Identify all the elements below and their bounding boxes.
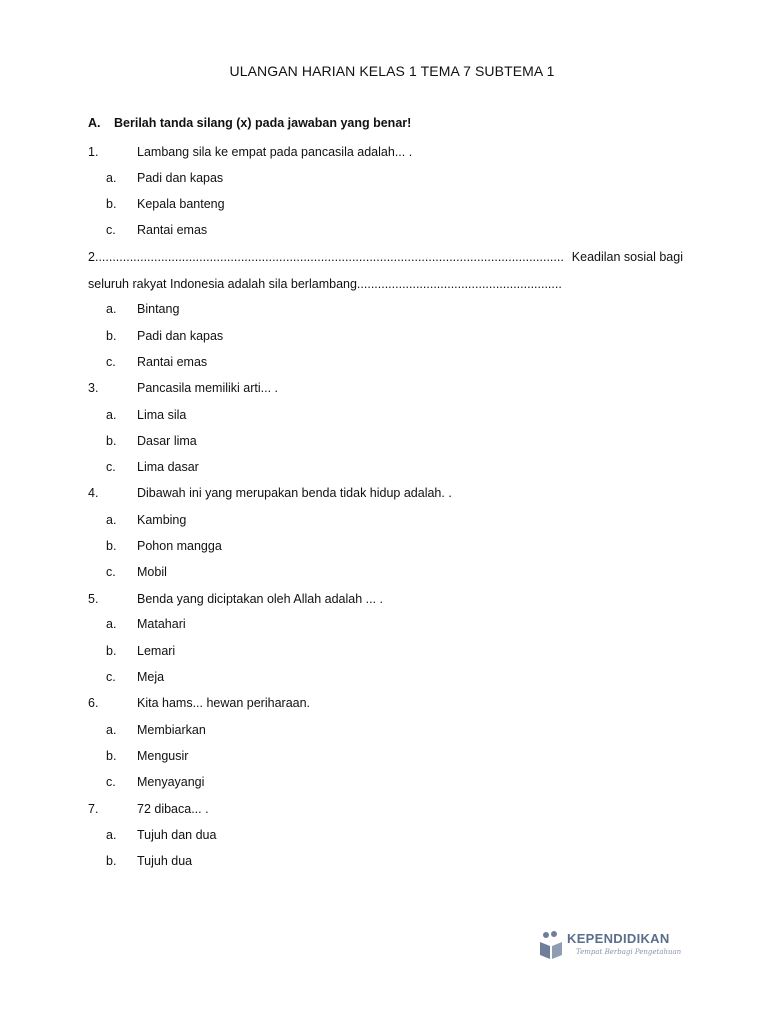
option-6a [88,721,683,739]
option-letter: b. [106,644,117,658]
option-5c [88,668,683,686]
option-text: Lima dasar [137,460,199,474]
option-3c [88,458,683,476]
option-text: Padi dan kapas [137,171,224,185]
option-6b [88,747,683,765]
question-text: Benda yang diciptakan oleh Allah adalah ... . [137,592,384,606]
option-letter: c. [106,223,116,237]
page-title: ULANGAN HARIAN KELAS 1 TEMA 7 SUBTEMA 1 [229,63,555,79]
option-text: Rantai emas [137,355,208,369]
option-2c [88,353,683,371]
question-number: 3. [88,381,99,395]
option-letter: b. [106,329,117,343]
option-letter: a. [106,617,117,631]
option-text: Tujuh dua [137,854,193,868]
question-2 [88,248,683,266]
question-5 [88,590,683,608]
option-letter: c. [106,565,116,579]
option-1c [88,221,683,239]
logo-brand: KEPENDIDIKAN [567,931,670,946]
option-text: Menyayangi [137,775,205,789]
question-number: 6. [88,696,99,710]
option-text: Dasar lima [137,434,197,448]
option-text: Bintang [137,302,180,316]
option-1b [88,195,683,213]
option-text: Kambing [137,513,187,527]
option-text: Tujuh dan dua [137,828,217,842]
question-1 [88,143,683,161]
option-letter: b. [106,854,117,868]
option-letter: a. [106,513,117,527]
section-instruction [88,116,411,130]
option-letter: b. [106,197,117,211]
question-text: Dibawah ini yang merupakan benda tidak hidup adalah. . [137,486,452,500]
option-text: Mobil [137,565,167,579]
question-text: 72 dibaca... . [137,802,209,816]
question-2-continued: seluruh rakyat Indonesia adalah sila berlambang........................................................... [88,277,562,291]
section-letter: A. [88,116,101,130]
question-number: 7. [88,802,99,816]
option-letter: b. [106,539,117,553]
option-7b [88,852,683,870]
option-letter: c. [106,460,116,474]
option-5a [88,615,683,633]
question-text: Pancasila memiliki arti... . [137,381,279,395]
logo-tagline: Tempat Berbagi Pengetahuan [576,948,682,956]
option-7a [88,826,683,844]
option-2a [88,300,683,318]
option-letter: c. [106,670,116,684]
option-text: Lima sila [137,408,187,422]
question-3 [88,379,683,397]
question-number: 2. [88,250,99,264]
option-2b [88,327,683,345]
option-text: Matahari [137,617,186,631]
option-6c [88,773,683,791]
option-letter: c. [106,775,116,789]
option-text: Rantai emas [137,223,208,237]
option-text: Kepala banteng [137,197,225,211]
question-dots: ...................................................................................................................................... [98,250,564,264]
option-letter: a. [106,302,117,316]
question-number: 1. [88,145,99,159]
option-text: Padi dan kapas [137,329,224,343]
question-number: 5. [88,592,99,606]
instruction-text: Berilah tanda silang (x) pada jawaban yang benar! [114,116,412,130]
option-3b [88,432,683,450]
option-letter: b. [106,434,117,448]
option-letter: a. [106,408,117,422]
option-4b [88,537,683,555]
option-text: Pohon mangga [137,539,222,553]
option-text: Mengusir [137,749,189,763]
option-5b [88,642,683,660]
option-letter: c. [106,355,116,369]
kependidikan-logo [538,928,688,964]
option-4c [88,563,683,581]
option-letter: a. [106,171,117,185]
option-text: Membiarkan [137,723,206,737]
option-text: Meja [137,670,165,684]
question-6 [88,694,683,712]
question-7 [88,800,683,818]
people-book-icon [538,930,564,960]
question-text: Kita hams... hewan periharaan. [137,696,311,710]
option-letter: b. [106,749,117,763]
option-text: Lemari [137,644,176,658]
option-letter: a. [106,828,117,842]
option-1a [88,169,683,187]
question-text: Lambang sila ke empat pada pancasila adalah... . [137,145,413,159]
option-letter: a. [106,723,117,737]
question-4 [88,484,683,502]
question-text: Keadilan sosial bagi [571,250,683,264]
option-3a [88,406,683,424]
option-4a [88,511,683,529]
question-number: 4. [88,486,99,500]
